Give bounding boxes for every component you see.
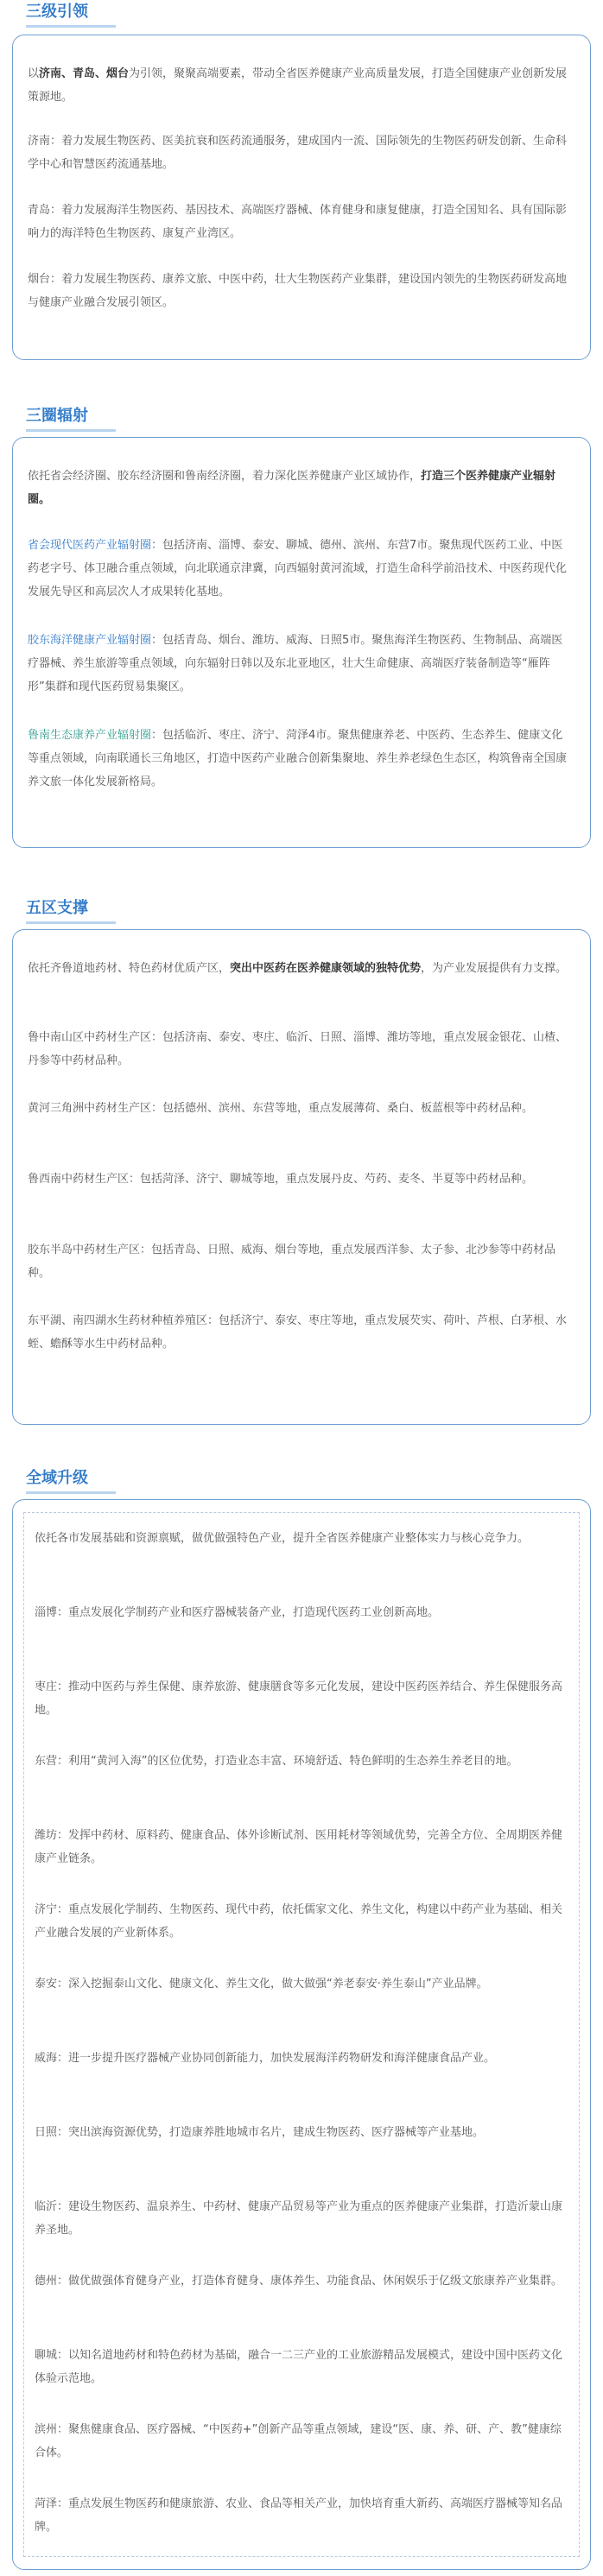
city-paragraph: 依托各市发展基础和资源禀赋，做优做强特色产业，提升全省医养健康产业整体实力与核心竞争力。 <box>35 1532 530 1545</box>
city-paragraph: 菏泽：重点发展生物医药和健康旅游、农业、食品等相关产业，加快培育重大新药、高端医疗器械等知名品牌。 <box>35 2497 563 2534</box>
intro-pre: 依托齐鲁道地药材、特色药材优质产区， <box>28 962 231 975</box>
intro-bold: 打造三个医养健康产业辐射圈。 <box>28 470 556 506</box>
intro-paragraph <box>28 465 572 511</box>
city-paragraph: 泰安：深入挖掘泰山文化、健康文化、养生文化，做大做强“养老泰安·养生泰山”产业品牌。 <box>35 1978 488 1991</box>
dashed-inner-frame <box>23 1512 580 2557</box>
section-title: 三圈辐射 <box>26 407 88 425</box>
section-underline <box>26 921 116 924</box>
paragraph-capital-circle <box>28 534 572 604</box>
section-header <box>16 898 240 921</box>
circle-text: ：包括临沂、枣庄、济宁、菏泽4市。聚焦健康养老、中医药、生态养生、健康文化等重点领域，向南联通长三角地区，打造中医药产业融合创新集聚地、养生养老绿色生态区，构筑鲁南全国康养文旅一体化发展新格局。 <box>28 729 568 788</box>
intro-bold: 突出中医药在医养健康领域的独特优势 <box>230 962 422 975</box>
city-paragraph: 滨州：聚焦健康食品、医疗器械、“中医药+”创新产品等重点领域，建设“医、康、养、研、产、教”健康综合体。 <box>35 2423 562 2459</box>
paragraph-jiaodong-circle <box>28 629 572 699</box>
intro-bold: 济南、青岛、烟台 <box>39 67 130 80</box>
intro-pre: 依托省会经济圈、胶东经济圈和鲁南经济圈，着力深化医养健康产业区域协作， <box>28 470 422 483</box>
city-paragraph: 聊城：以知名道地药材和特色药材为基础，融合一二三产业的工业旅游精品发展模式，建设中国中医药文化体验示范地。 <box>35 2349 563 2385</box>
paragraph-southwest-shandong-zone: 鲁西南中药材生产区：包括菏泽、济宁、聊城等地，重点发展丹皮、芍药、麦冬、半夏等中药材品种。 <box>28 1173 534 1186</box>
section-underline <box>26 1491 116 1494</box>
section-header <box>16 406 240 428</box>
intro-paragraph <box>28 957 572 980</box>
city-paragraph: 潍坊：发挥中药材、原料药、健康食品、体外诊断试剂、医用耗材等领域优势，完善全方位、全周期医养健康产业链条。 <box>35 1829 563 1865</box>
section-title: 全域升级 <box>26 1469 88 1487</box>
content-box <box>12 1499 591 2570</box>
city-paragraph: 济宁：重点发展化学制药、生物医药、现代中药，依托儒家文化、养生文化，构建以中药产业为基础、相关产业融合发展的产业新体系。 <box>35 1903 563 1940</box>
intro-paragraph <box>28 62 572 109</box>
section-header <box>16 2 240 24</box>
paragraph-yellow-river-delta-zone: 黄河三角洲中药材生产区：包括德州、滨州、东营等地，重点发展薄荷、桑白、板蓝根等中药材品种。 <box>28 1102 534 1115</box>
city-paragraph: 日照：突出滨海资源优势，打造康养胜地城市名片，建成生物医药、医疗器械等产业基地。 <box>35 2126 485 2139</box>
circle-label: 鲁南生态康养产业辐射圈 <box>28 729 152 742</box>
circle-label: 胶东海洋健康产业辐射圈 <box>28 634 152 647</box>
intro-post: ，为产业发展提供有力支撑。 <box>421 962 568 975</box>
city-paragraph: 淄博：重点发展化学制药产业和医疗器械装备产业，打造现代医药工业创新高地。 <box>35 1606 440 1619</box>
paragraph-lzn-mountain-zone: 鲁中南山区中药材生产区：包括济南、泰安、枣庄、临沂、日照、淄博、潍坊等地，重点发展金银花、山楂、丹参等中药材品种。 <box>28 1031 568 1067</box>
section-underline <box>26 25 116 28</box>
paragraph-yantai: 烟台：着力发展生物医药、康养文旅、中医中药，壮大生物医药产业集群，建设国内领先的生物医药研发高地与健康产业融合发展引领区。 <box>28 273 568 309</box>
city-paragraph: 威海：进一步提升医疗器械产业协同创新能力，加快发展海洋药物研发和海洋健康食品产业。 <box>35 2052 496 2065</box>
circle-text: ：包括青岛、烟台、潍坊、威海、日照5市。聚焦海洋生物医药、生物制品、高端医疗器械、养生旅游等重点领域，向东辐射日韩以及东北亚地区，壮大生命健康、高端医疗装备制造等“雁阵形”集群和现代医药贸易集聚区。 <box>28 634 563 693</box>
intro-pre: 以 <box>28 67 40 80</box>
section-underline <box>26 429 116 432</box>
paragraph-qingdao: 青岛：着力发展海洋生物医药、基因技术、高端医疗器械、体育健身和康复健康，打造全国知名、具有国际影响力的海洋特色生物医药、康复产业湾区。 <box>28 204 568 240</box>
intro-post: 为引领，聚聚高端要素，带动全省医养健康产业高质量发展，打造全国健康产业创新发展策源地。 <box>28 67 568 104</box>
city-paragraph: 临沂：建设生物医药、温泉养生、中药材、健康产品贸易等产业为重点的医养健康产业集群，打造沂蒙山康养圣地。 <box>35 2200 563 2237</box>
section-title: 五区支撑 <box>26 899 88 917</box>
section-title: 三级引领 <box>26 3 88 21</box>
city-paragraph: 东营：利用“黄河入海”的区位优势，打造业态丰富、环境舒适、特色鲜明的生态养生养老目的地。 <box>35 1755 518 1768</box>
circle-label: 省会现代医药产业辐射圈 <box>28 539 152 552</box>
city-paragraph: 德州：做优做强体育健身产业，打造体育健身、康体养生、功能食品、休闲娱乐于亿级文旅康养产业集群。 <box>35 2275 563 2288</box>
paragraph-jinan: 济南：着力发展生物医药、医美抗衰和医药流通服务，建成国内一流、国际领先的生物医药研发创新、生命科学中心和智慧医药流通基地。 <box>28 135 568 171</box>
paragraph-jiaodong-peninsula-zone: 胶东半岛中药材生产区：包括青岛、日照、威海、烟台等地，重点发展西洋参、太子参、北沙参等中药材品种。 <box>28 1244 556 1280</box>
city-paragraph: 枣庄：推动中医药与养生保健、康养旅游、健康膳食等多元化发展，建设中医药医养结合、养生保健服务高地。 <box>35 1680 563 1717</box>
circle-text: ：包括济南、淄博、泰安、聊城、德州、滨州、东营7市。聚焦现代医药工业、中医药老字号、体卫融合重点领域，向北联通京津冀，向西辐射黄河流域，打造生命科学前沿技术、中医药现代化发展先导区和高层次人才成果转化基地。 <box>28 539 568 598</box>
section-header <box>16 1468 240 1491</box>
paragraph-lake-aquatic-zone: 东平湖、南四湖水生药材种植养殖区：包括济宁、泰安、枣庄等地，重点发展芡实、荷叶、芦根、白茅根、水蛭、蟾酥等水生中药材品种。 <box>28 1314 568 1351</box>
paragraph-lunan-circle <box>28 724 572 794</box>
